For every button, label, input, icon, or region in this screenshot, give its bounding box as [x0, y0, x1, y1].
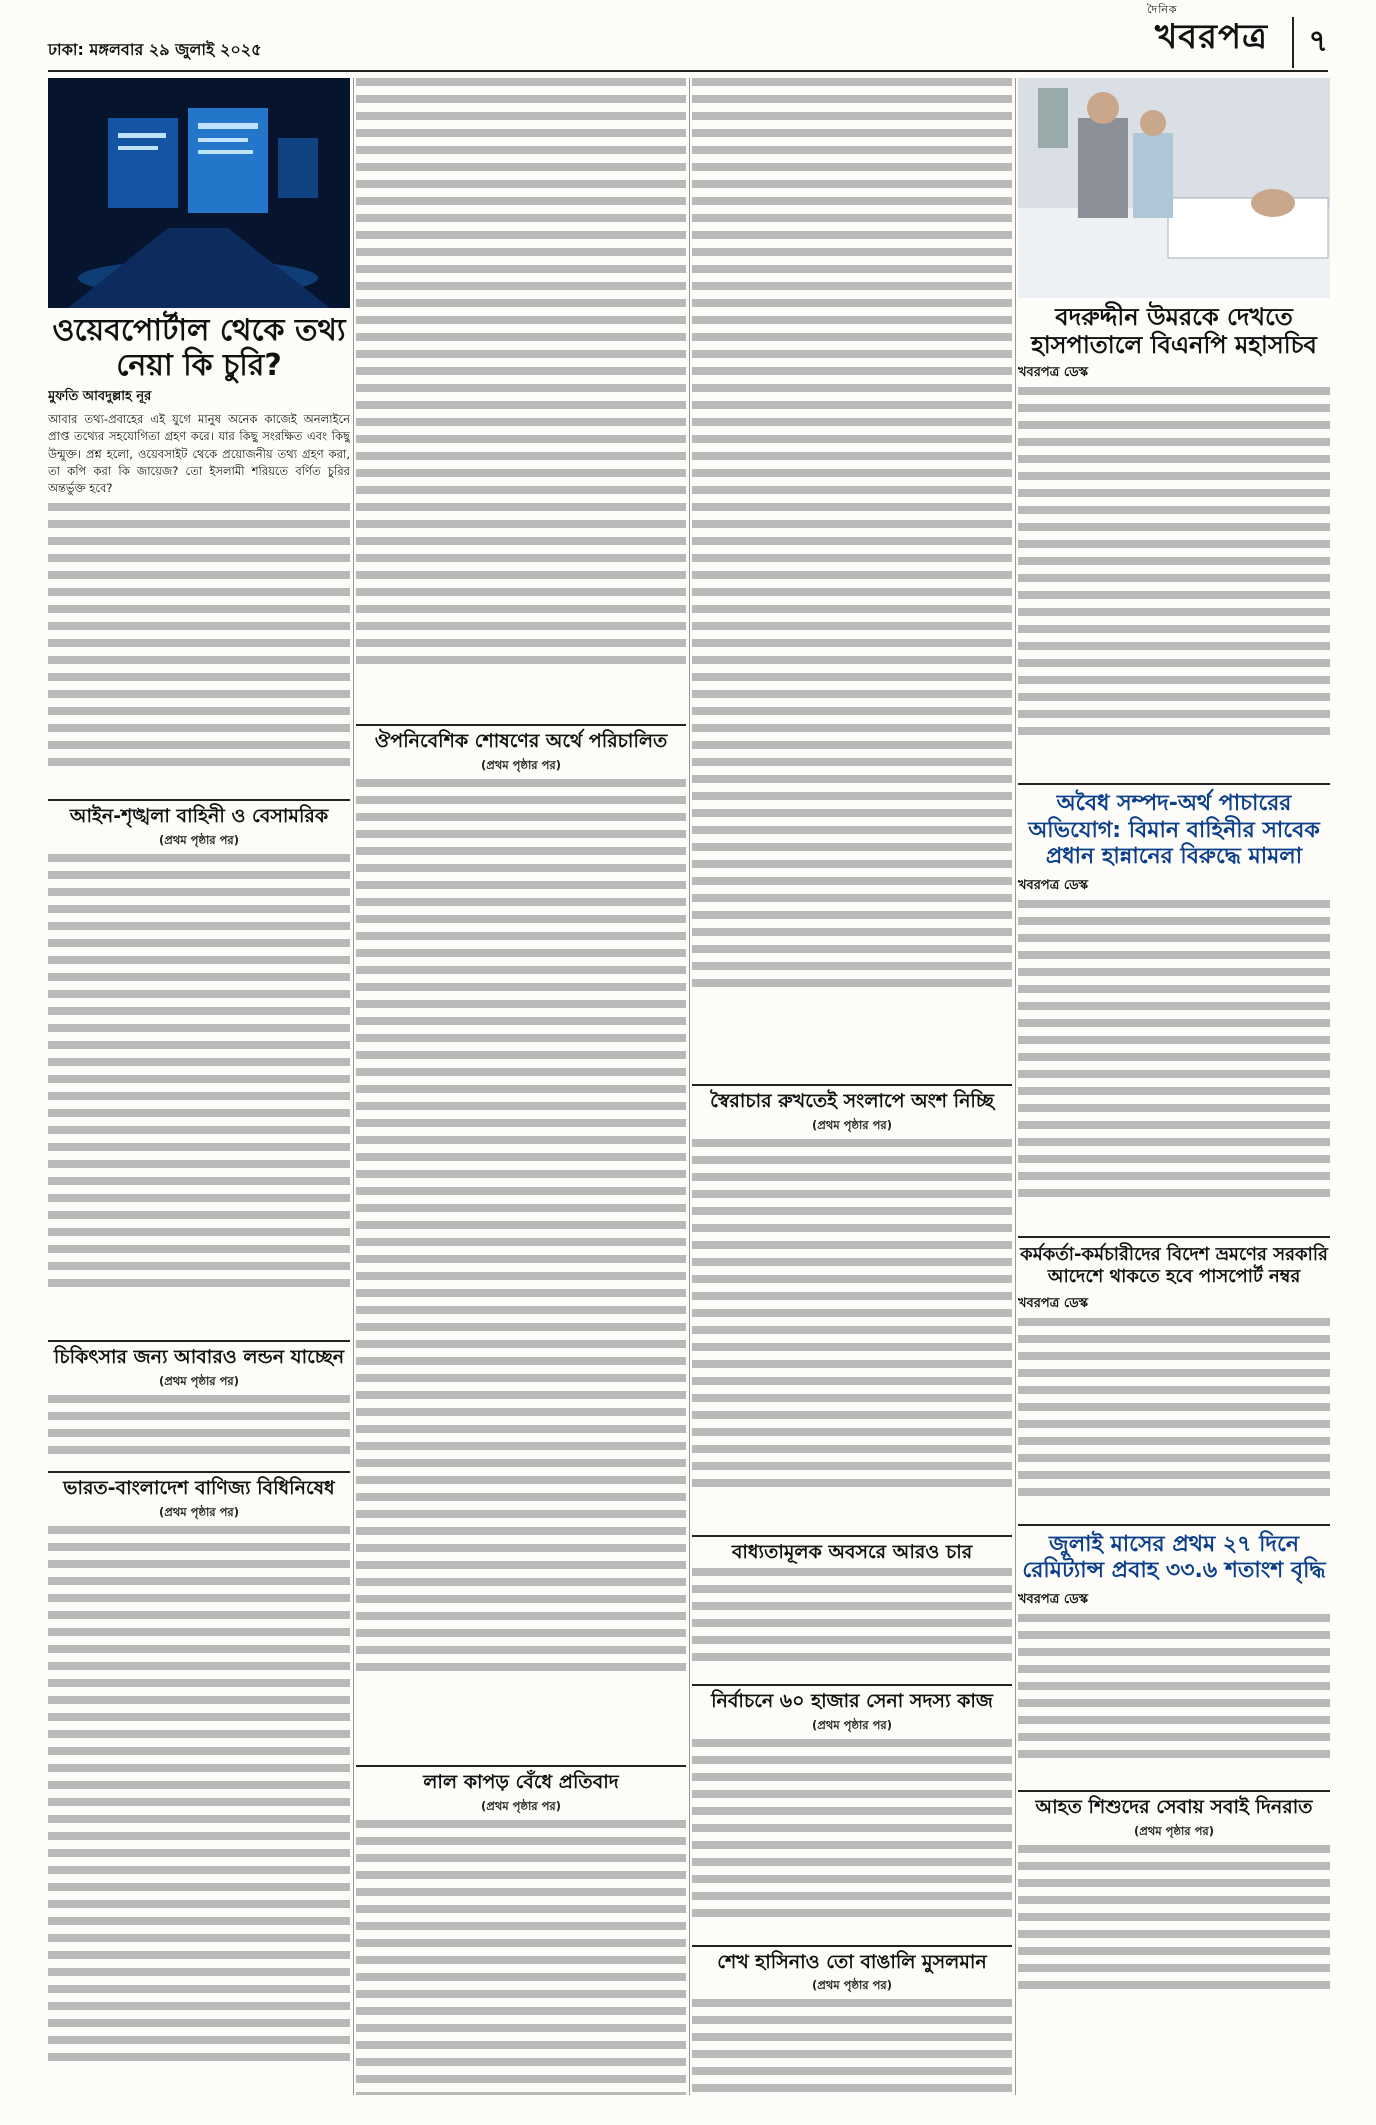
- column-3: [692, 78, 1012, 2095]
- continued-label: (প্রথম পৃষ্ঠার পর): [158, 833, 240, 848]
- column-divider: [353, 78, 354, 2095]
- article-text-block: [356, 1820, 686, 2095]
- article-text-block: [1018, 387, 1330, 777]
- continued-label: (প্রথম পৃষ্ঠার পর): [1133, 1824, 1215, 1839]
- headline-army-election: নির্বাচনে ৬০ হাজার সেনা সদস্য কাজ: [692, 1684, 1012, 1713]
- article-text-block: [48, 503, 350, 793]
- masthead: [1146, 3, 1268, 68]
- web-portal-image: [48, 78, 350, 308]
- headline-forced-retirement: বাধ্যতামূলক অবসরে আরও চার: [692, 1535, 1012, 1564]
- section-rule: [1018, 783, 1330, 785]
- headline-trade-restriction: ভারত-বাংলাদেশ বাণিজ্য বিধিনিষেধ: [48, 1471, 350, 1500]
- page-number: ৭: [1292, 17, 1328, 68]
- continued-label: (প্রথম পৃষ্ঠার পর): [158, 1373, 240, 1388]
- hospital-visit-photo: [1018, 78, 1330, 298]
- article-body: আবার তথ্য-প্রবাহের এই যুগে মানুষ অনেক কাজেই অনলাইনে প্রাপ্ত তথ্যের সহযোগিতা গ্রহণ করে। যার কিছু সংরক্ষিত এবং কিছু উন্মুক্ত। প্রশ্ন হলো, ওয়েবসাইট থেকে প্রয়োজনীয় তথ্য গ্রহণ করা, তা কপি করা কি জায়েজ? তো ইসলামী শরিয়তে বর্ণিত চুরির অন্তর্ভুক্ত হবে?: [48, 412, 350, 495]
- column-1: [48, 78, 350, 2095]
- headline-remittance: জুলাই মাসের প্রথম ২৭ দিনে রেমিট্যান্স প্রবাহ ৩৩.৬ শতাংশ বৃদ্ধি: [1022, 1531, 1326, 1583]
- desk-label: খবরপত্র ডেস্ক: [1018, 365, 1089, 381]
- desk-label: খবরপত্র ডেস্ক: [1018, 1295, 1089, 1311]
- byline: মুফতি আবদুল্লাহ নূর: [48, 389, 152, 404]
- hospital-image: [1018, 78, 1330, 298]
- article-text-block: [356, 78, 686, 718]
- column-4: [1018, 78, 1330, 2095]
- cyber-illustration-photo: [48, 78, 350, 308]
- column-divider: [1015, 78, 1016, 2095]
- continued-label: (প্রথম পৃষ্ঠার পর): [811, 1717, 893, 1732]
- column-2: [356, 78, 686, 2095]
- article-text-block: [48, 1526, 350, 2095]
- section-rule: [1018, 1524, 1330, 1526]
- article-text-block: [692, 1739, 1012, 1939]
- article-text-block: [48, 854, 350, 1334]
- article-text-block: [692, 78, 1012, 1078]
- headline-air-force-case: অবৈধ সম্পদ-অর্থ পাচারের অভিযোগ: বিমান বাহিনীর সাবেক প্রধান হান্নানের বিরুদ্ধে মামলা: [1028, 791, 1320, 869]
- continued-label: (প্রথম পৃষ্ঠার পর): [158, 1504, 240, 1519]
- headline-passport-number: কর্মকর্তা-কর্মচারীদের বিদেশ ভ্রমণের সরকারি আদেশে থাকতে হবে পাসপোর্ট নম্বর: [1020, 1244, 1328, 1287]
- desk-label: খবরপত্র ডেস্ক: [1018, 1592, 1089, 1608]
- column-divider: [689, 78, 690, 2095]
- masthead-title: খবরপত্র: [1154, 17, 1268, 57]
- article-text-block: [1018, 1614, 1330, 1784]
- continued-label: (প্রথম পৃষ্ঠার পর): [811, 1117, 893, 1132]
- headline-sheikh-hasina: শেখ হাসিনাও তো বাঙালি মুসলমান: [692, 1945, 1012, 1974]
- page-header: [48, 3, 1328, 72]
- headline-dialogue-participation: স্বৈরাচার রুখতেই সংলাপে অংশ নিচ্ছি: [692, 1084, 1012, 1113]
- headline-law-enforcement: আইন-শৃঙ্খলা বাহিনী ও বেসামরিক: [48, 799, 350, 828]
- headline-injured-children: আহত শিশুদের সেবায় সবাই দিনরাত: [1018, 1790, 1330, 1819]
- continued-label: (প্রথম পৃষ্ঠার পর): [480, 757, 562, 772]
- article-text-block: [1018, 1845, 1330, 2005]
- section-rule: [1018, 1236, 1330, 1238]
- headline-red-cloth-protest: লাল কাপড় বেঁধে প্রতিবাদ: [356, 1765, 686, 1794]
- article-text-block: [356, 779, 686, 1759]
- article-text-block: [692, 1139, 1012, 1529]
- headline-web-portal: ওয়েবপোর্টাল থেকে তথ্য নেয়া কি চুরি?: [52, 313, 346, 383]
- desk-label: খবরপত্র ডেস্ক: [1018, 878, 1089, 894]
- headline-london-treatment: চিকিৎসার জন্য আবারও লন্ডন যাচ্ছেন: [48, 1340, 350, 1369]
- article-text-block: [692, 1568, 1012, 1678]
- article-text-block: [692, 1999, 1012, 2095]
- headline-badruddin-umar: বদরুদ্দীন উমরকে দেখতে হাসপাতালে বিএনপি মহাসচিব: [1031, 303, 1317, 359]
- masthead-small: দৈনিক: [1146, 3, 1178, 16]
- continued-label: (প্রথম পৃষ্ঠার পর): [811, 1978, 893, 1993]
- dateline: ঢাকা: মঙ্গলবার ২৯ জুলাই ২০২৫: [48, 40, 262, 59]
- article-text-block: [1018, 1318, 1330, 1518]
- continued-label: (প্রথম পৃষ্ঠার পর): [480, 1798, 562, 1813]
- article-text-block: [48, 1395, 350, 1465]
- article-text-block: [1018, 900, 1330, 1230]
- headline-colonial-exploitation: ঔপনিবেশিক শোষণের অর্থে পরিচালিত: [356, 724, 686, 753]
